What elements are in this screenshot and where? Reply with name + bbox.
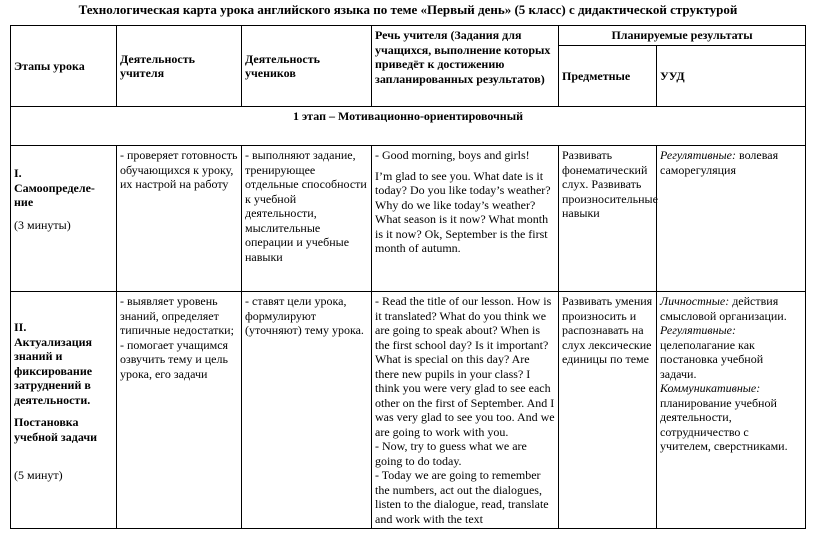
stage-2-duration: (5 минут)	[14, 468, 63, 482]
lesson-map-table	[10, 25, 806, 529]
stage-2-label-cell	[11, 292, 117, 529]
stage-2-uud-1-label: Личностные:	[660, 294, 730, 308]
stage-1-speech-cell	[372, 146, 559, 292]
stage-1-uud-cell	[657, 146, 806, 292]
document-title: Технологическая карта урока английского языка по теме «Первый день» (5 класс) с дидактической структурой	[78, 2, 738, 17]
col-header-stages: Этапы урока	[11, 26, 117, 107]
stage-2-num: II.	[14, 320, 27, 334]
stage-2-uud-3-label: Коммуникативные:	[660, 381, 761, 395]
stage-2-uud-3-text: планирование учебной деятельности, сотрудничество с учителем, сверстниками.	[660, 395, 788, 453]
col-header-planned: Планируемые результаты	[559, 26, 806, 46]
stage-2-name-2: Постановка учебной задачи	[14, 415, 98, 444]
stage-2-row	[11, 292, 806, 529]
stage-2-speech-1: - Read the title of our lesson. How is it translated? What do you think we are going to speak about? When is the first school day? Is it important? What is special on this day? Are there new pupils in your class? I think you were very glad to see each other on the first of September. And I was very glad to see you too. And we are going to work with you.	[375, 294, 555, 439]
stage-2-speech-3: - Today we are going to remember the numbers, act out the dialogues, listen to the dialogue, read, translate and work with the text	[375, 468, 549, 526]
col-header-subject: Предметные	[559, 45, 657, 107]
stage-1-label-cell	[11, 146, 117, 292]
stage-1-teacher-cell: - проверяет готовность обучающихся к уроку, их настрой на работу	[117, 146, 242, 292]
stage-2-uud-cell	[657, 292, 806, 529]
stage-1-banner: 1 этап – Мотивационно-ориентировочный	[11, 107, 806, 146]
stage-2-students-cell: - ставят цели урока, формулируют (уточняют) тему урока.	[242, 292, 372, 529]
stage-2-uud-2-label: Регулятивные:	[660, 323, 736, 337]
col-header-students: Деятельность учеников	[242, 26, 372, 107]
stage-2-name: Актуализация знаний и фиксирование затруднений в деятельности.	[14, 334, 93, 407]
col-header-uud: УУД	[657, 45, 806, 107]
stage-2-subject-cell: Развивать умения произносить и распознавать на слух лексические единицы по теме	[559, 292, 657, 529]
col-header-speech: Речь учителя (Задания для учащихся, выполнение которых приведёт к достижению запланированных результатов)	[372, 26, 559, 107]
stage-1-uud-label: Регулятивные:	[660, 148, 736, 162]
stage-2-speech-2: - Now, try to guess what we are going to do today.	[375, 439, 527, 468]
col-header-teacher: Деятельность учителя	[117, 26, 242, 107]
stage-2-teacher-2: - помогает учащимся озвучить тему и цель урока, его задачи	[120, 337, 229, 381]
stage-2-teacher-1: - выявляет уровень знаний, определяет типичные недостатки;	[120, 294, 234, 337]
stage-1-uud-text: волевая саморегуляция	[660, 148, 779, 177]
stage-2-uud-1-text: действия смысловой организации.	[660, 294, 787, 323]
stage-1-speech-questions: I’m glad to see you. What date is it today? Do you like today’s weather? Why do we like today’s weather? What season is it now? What month is it now? Ok, September is the first month of autumn.	[375, 168, 551, 255]
stage-2-speech-cell	[372, 292, 559, 529]
stage-1-students-cell: - выполняют задание, тренирующее отдельные способности к учебной деятельности, мыслительные операции и учебные навыки	[242, 146, 372, 292]
stage-1-duration: (3 минуты)	[14, 217, 71, 232]
header-row-1	[11, 26, 806, 46]
stage-2-uud-2-text: целеполагание как постановка учебной задачи.	[660, 337, 764, 381]
stage-1-name: Самоопределе-ние	[14, 180, 95, 209]
stage-1-num: I.	[14, 166, 22, 180]
stage-1-subject-cell: Развивать фонематический слух. Развивать произносительные навыки	[559, 146, 657, 292]
stage-2-teacher-cell	[117, 292, 242, 529]
stage-1-speech-greeting: - Good morning, boys and girls!	[375, 148, 530, 162]
stage-1-row	[11, 146, 806, 292]
stage-1-banner-row	[11, 107, 806, 146]
